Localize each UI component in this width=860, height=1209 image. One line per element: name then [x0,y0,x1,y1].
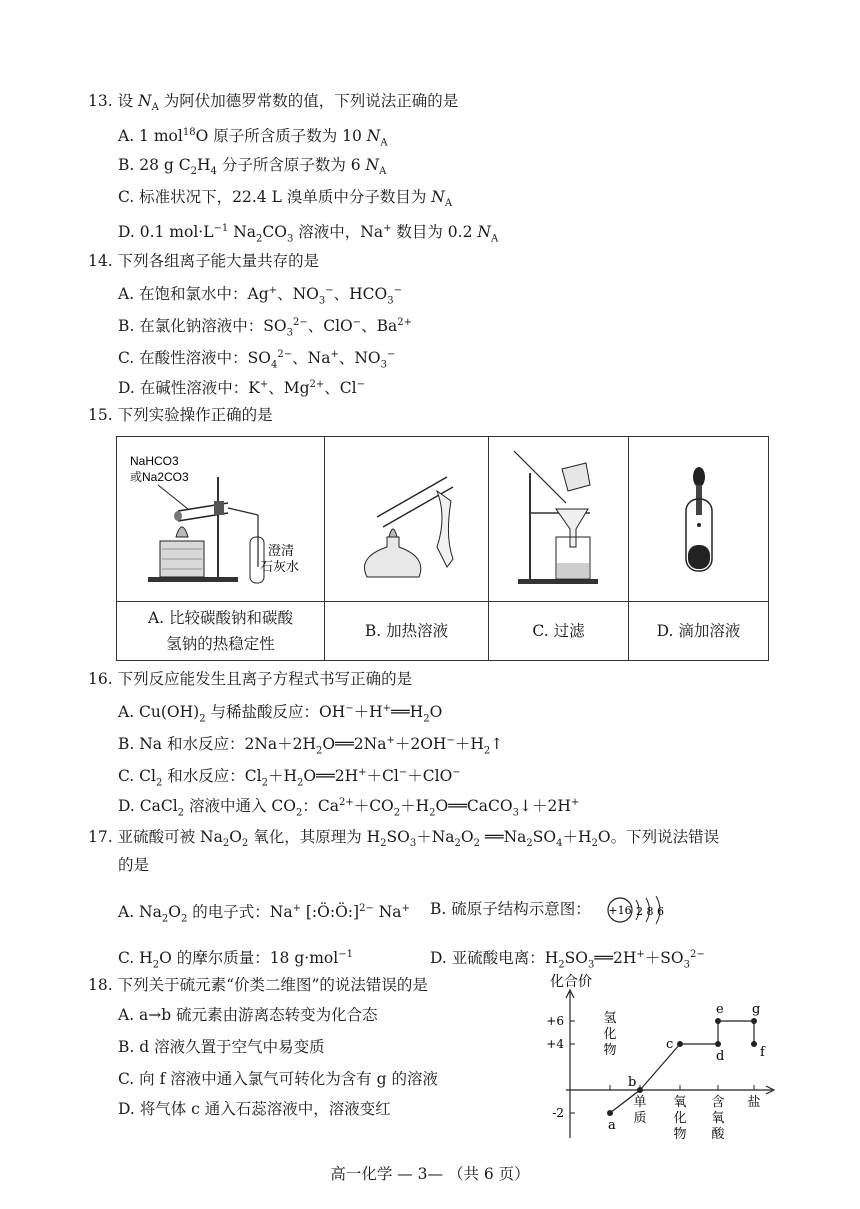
q15-image-b [325,437,489,602]
q17-option-d: D. 亚硫酸电离：$H_2SO_3══2H^++SO_3^{2-}$ [430,949,705,971]
q15-image-a [117,437,325,602]
chart-category-label: 物 [603,1043,617,1058]
chart-ylabel: 化合价 [550,974,592,990]
chart-ytick-label: -2 [552,1106,564,1120]
q14-option-c: C. 在酸性溶液中：$SO_4^{2-}$、Na+、$NO_3^-$ [118,349,396,371]
q15-caption-b: B. 加热溶液 [325,602,489,661]
chart-point-label-d: d [716,1049,725,1064]
chart-series-line [640,1044,680,1090]
q13-option-b: B. 28 g $C_2H_4$ 分子所含原子数为 6 $N_A$ [118,156,387,178]
chart-category-label: 氧 [711,1111,725,1126]
sulfur-atom-structure-diagram [606,890,676,930]
q16-stem: 16. 下列反应能发生且离子方程式书写正确的是 [88,670,413,688]
page-footer: 高一化学 — 3— （共 6 页） [330,1165,530,1183]
label-limewater-1: 澄清 [267,544,294,559]
q18-option-c: C. 向 f 溶液中通入氯气可转化为含有 g 的溶液 [118,1070,439,1088]
chart-category-label: 物 [673,1127,687,1142]
q15-caption-a-line2: 氢钠的热稳定性 [166,635,275,653]
chart-point-label-f: f [760,1045,765,1060]
chart-category-label: 质 [633,1111,647,1126]
label-na2co3: 或Na2CO3 [129,470,189,484]
q13-option-d: D. 0.1 $mol\cdot L^{-1}$ $Na_2CO_3$ 溶液中，Na+ 数目为 0.2 $N_A$ [118,223,499,245]
q15-image-c [489,437,629,602]
apparatus-heating-solution-icon [327,437,487,597]
q17-option-c: C. $H_2O$ 的摩尔质量：18 g·mol$^{-1}$ [118,949,353,971]
q14-option-a: A. 在饱和氯水中：Ag+、$NO_3^-$、$HCO_3^-$ [118,285,402,307]
chart-point-c [677,1041,683,1047]
q18-option-a: A. a→b 硫元素由游离态转变为化合态 [118,1006,378,1024]
chart-point-f [751,1041,757,1047]
chart-category-label: 化 [603,1027,617,1042]
chart-ytick-label: +4 [546,1037,564,1051]
q16-option-a: A. $Cu(OH)_2$ 与稀盐酸反应：$OH^-+H^+══H_2O$ [118,703,443,725]
valence-class-chart [540,970,780,1150]
chart-category-label: 氢 [603,1011,617,1026]
chart-category-label: 氧 [673,1095,687,1110]
chart-ytick-label: +6 [546,1014,564,1028]
q15-caption-a-line1: A. 比较碳酸钠和碳酸 [147,609,294,627]
apparatus-heating-test-tube-icon [118,437,324,597]
electron-shells: 2 8 6 [636,905,664,918]
apparatus-filtration-icon [490,437,628,597]
q15-image-d [629,437,769,602]
q15-caption-c: C. 过滤 [489,602,629,661]
chart-category-label: 盐 [747,1095,761,1110]
q13-stem: 13. 设 $N_A$ 为阿伏加德罗常数的值，下列说法正确的是 [88,92,459,114]
q14-option-b: B. 在氯化钠溶液中：$SO_3^{2-}$、ClO−、$Ba^{2+}$ [118,317,413,339]
chart-point-label-a: a [608,1118,616,1133]
q15-caption-a [117,602,325,661]
chart-point-label-g: g [752,1002,761,1017]
q13-option-a: A. 1 mol$^{18}$O 原子所含质子数为 10 $N_A$ [118,127,388,149]
nucleus-charge: +16 [608,904,632,917]
chart-category-label: 含 [711,1095,725,1110]
q13-option-c: C. 标准状况下，22.4 L 溴单质中分子数目为 $N_A$ [118,188,453,210]
q14-option-d: D. 在碱性溶液中：K+、$Mg^{2+}$、Cl− [118,379,365,398]
q17-stem-line2: 的是 [118,856,150,874]
chart-point-label-c: c [666,1037,674,1052]
chart-point-e [715,1018,721,1024]
label-limewater-2: 石灰水 [259,560,299,575]
chart-point-label-b: b [628,1075,637,1090]
label-nahco3: NaHCO3 [129,454,179,468]
q18-option-d: D. 将气体 c 通入石蕊溶液中，溶液变红 [118,1100,391,1118]
apparatus-dropper-icon [630,437,768,597]
chart-point-a [607,1110,613,1116]
chart-point-g [751,1018,757,1024]
chart-category-label: 化 [673,1111,687,1126]
chart-point-d [715,1041,721,1047]
q16-option-d: D. CaCl$_2$ 溶液中通入 $CO_2$：$Ca^{2+}+CO_2+H_2O══CaCO_3↓+2H^+$ [118,797,580,819]
q18-option-b: B. d 溶液久置于空气中易变质 [118,1038,325,1056]
q17-option-a: A. $Na_2O_2$ 的电子式：Na+ [:Ö:Ö:]$^{2-}$ Na+ [118,903,410,925]
chart-point-label-e: e [716,1002,724,1017]
q16-option-c: C. $Cl_2$ 和水反应：$Cl_2+H_2O══2H^++Cl^-+ClO^-$ [118,767,461,789]
chart-category-label: 单 [633,1095,647,1110]
q15-caption-d: D. 滴加溶液 [629,602,769,661]
q18-stem: 18. 下列关于硫元素“价类二维图”的说法错误的是 [88,976,428,994]
chart-category-label: 酸 [711,1127,725,1142]
q14-stem: 14. 下列各组离子能大量共存的是 [88,252,320,270]
q17-stem-line1: 17. 亚硫酸可被 $Na_2O_2$ 氧化，其原理为 $H_2SO_3+Na_2O_2$ $══Na_2SO_4+H_2O$。下列说法错误 [88,828,720,850]
q16-option-b: B. Na 和水反应：$2Na+2H_2O══2Na^++2OH^-+H_2↑$ [118,735,504,757]
q15-stem: 15. 下列实验操作正确的是 [88,406,273,424]
q15-table [116,436,769,661]
q17-option-b: B. 硫原子结构示意图： [430,900,591,918]
